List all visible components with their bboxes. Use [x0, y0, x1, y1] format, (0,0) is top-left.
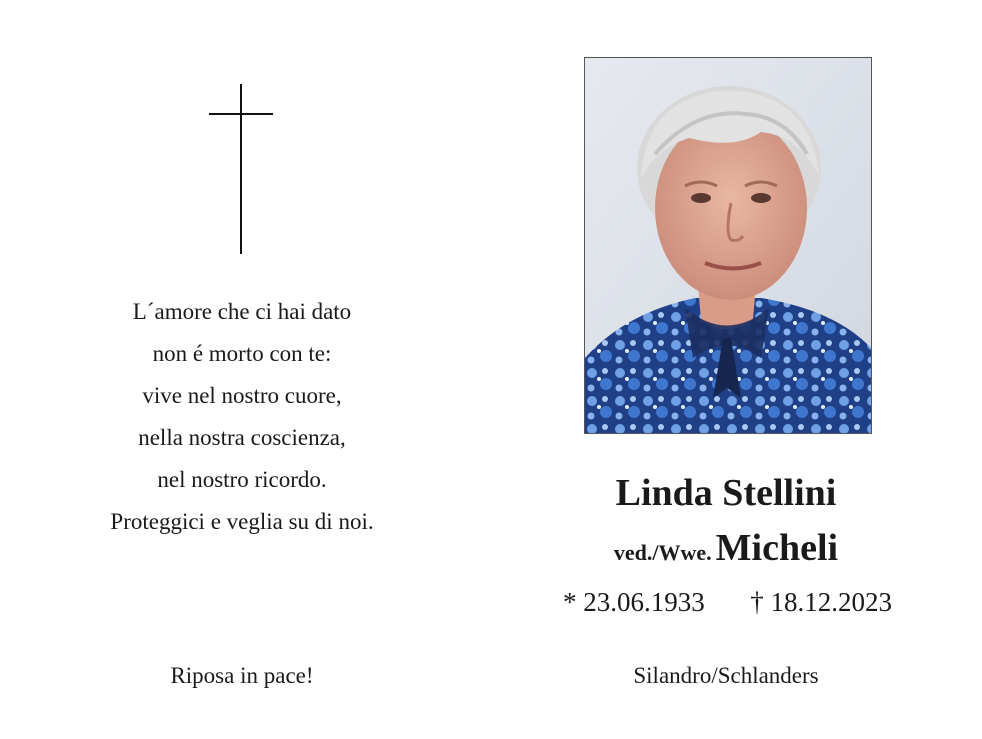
married-surname: Micheli	[715, 527, 839, 569]
poem-line: nel nostro ricordo.	[157, 467, 327, 492]
poem-line: non é morto con te:	[152, 341, 332, 366]
death-date: 18.12.2023	[770, 587, 892, 617]
portrait-illustration	[585, 58, 871, 433]
birth-symbol-icon: *	[563, 587, 577, 617]
married-prefix: ved./Wwe.	[613, 540, 712, 565]
place-name: Silandro/Schlanders	[633, 663, 819, 688]
poem-line: vive nel nostro cuore,	[142, 383, 342, 408]
married-name	[520, 522, 932, 582]
memorial-poem	[42, 291, 442, 543]
deceased-name: Linda Stellini	[615, 472, 837, 514]
portrait-photo	[584, 57, 872, 434]
cross-icon	[209, 84, 273, 254]
poem-line: Proteggici e veglia su di noi.	[110, 509, 374, 534]
birth-date: 23.06.1933	[583, 587, 705, 617]
cross-vertical-bar	[240, 84, 242, 254]
life-dates	[515, 580, 940, 624]
closing-phrase: Riposa in pace!	[170, 663, 314, 688]
poem-line: L´amore che ci hai dato	[132, 299, 352, 324]
poem-line: nella nostra coscienza,	[138, 425, 346, 450]
cross-horizontal-bar	[209, 113, 273, 115]
death-cross-icon: †	[750, 587, 764, 617]
